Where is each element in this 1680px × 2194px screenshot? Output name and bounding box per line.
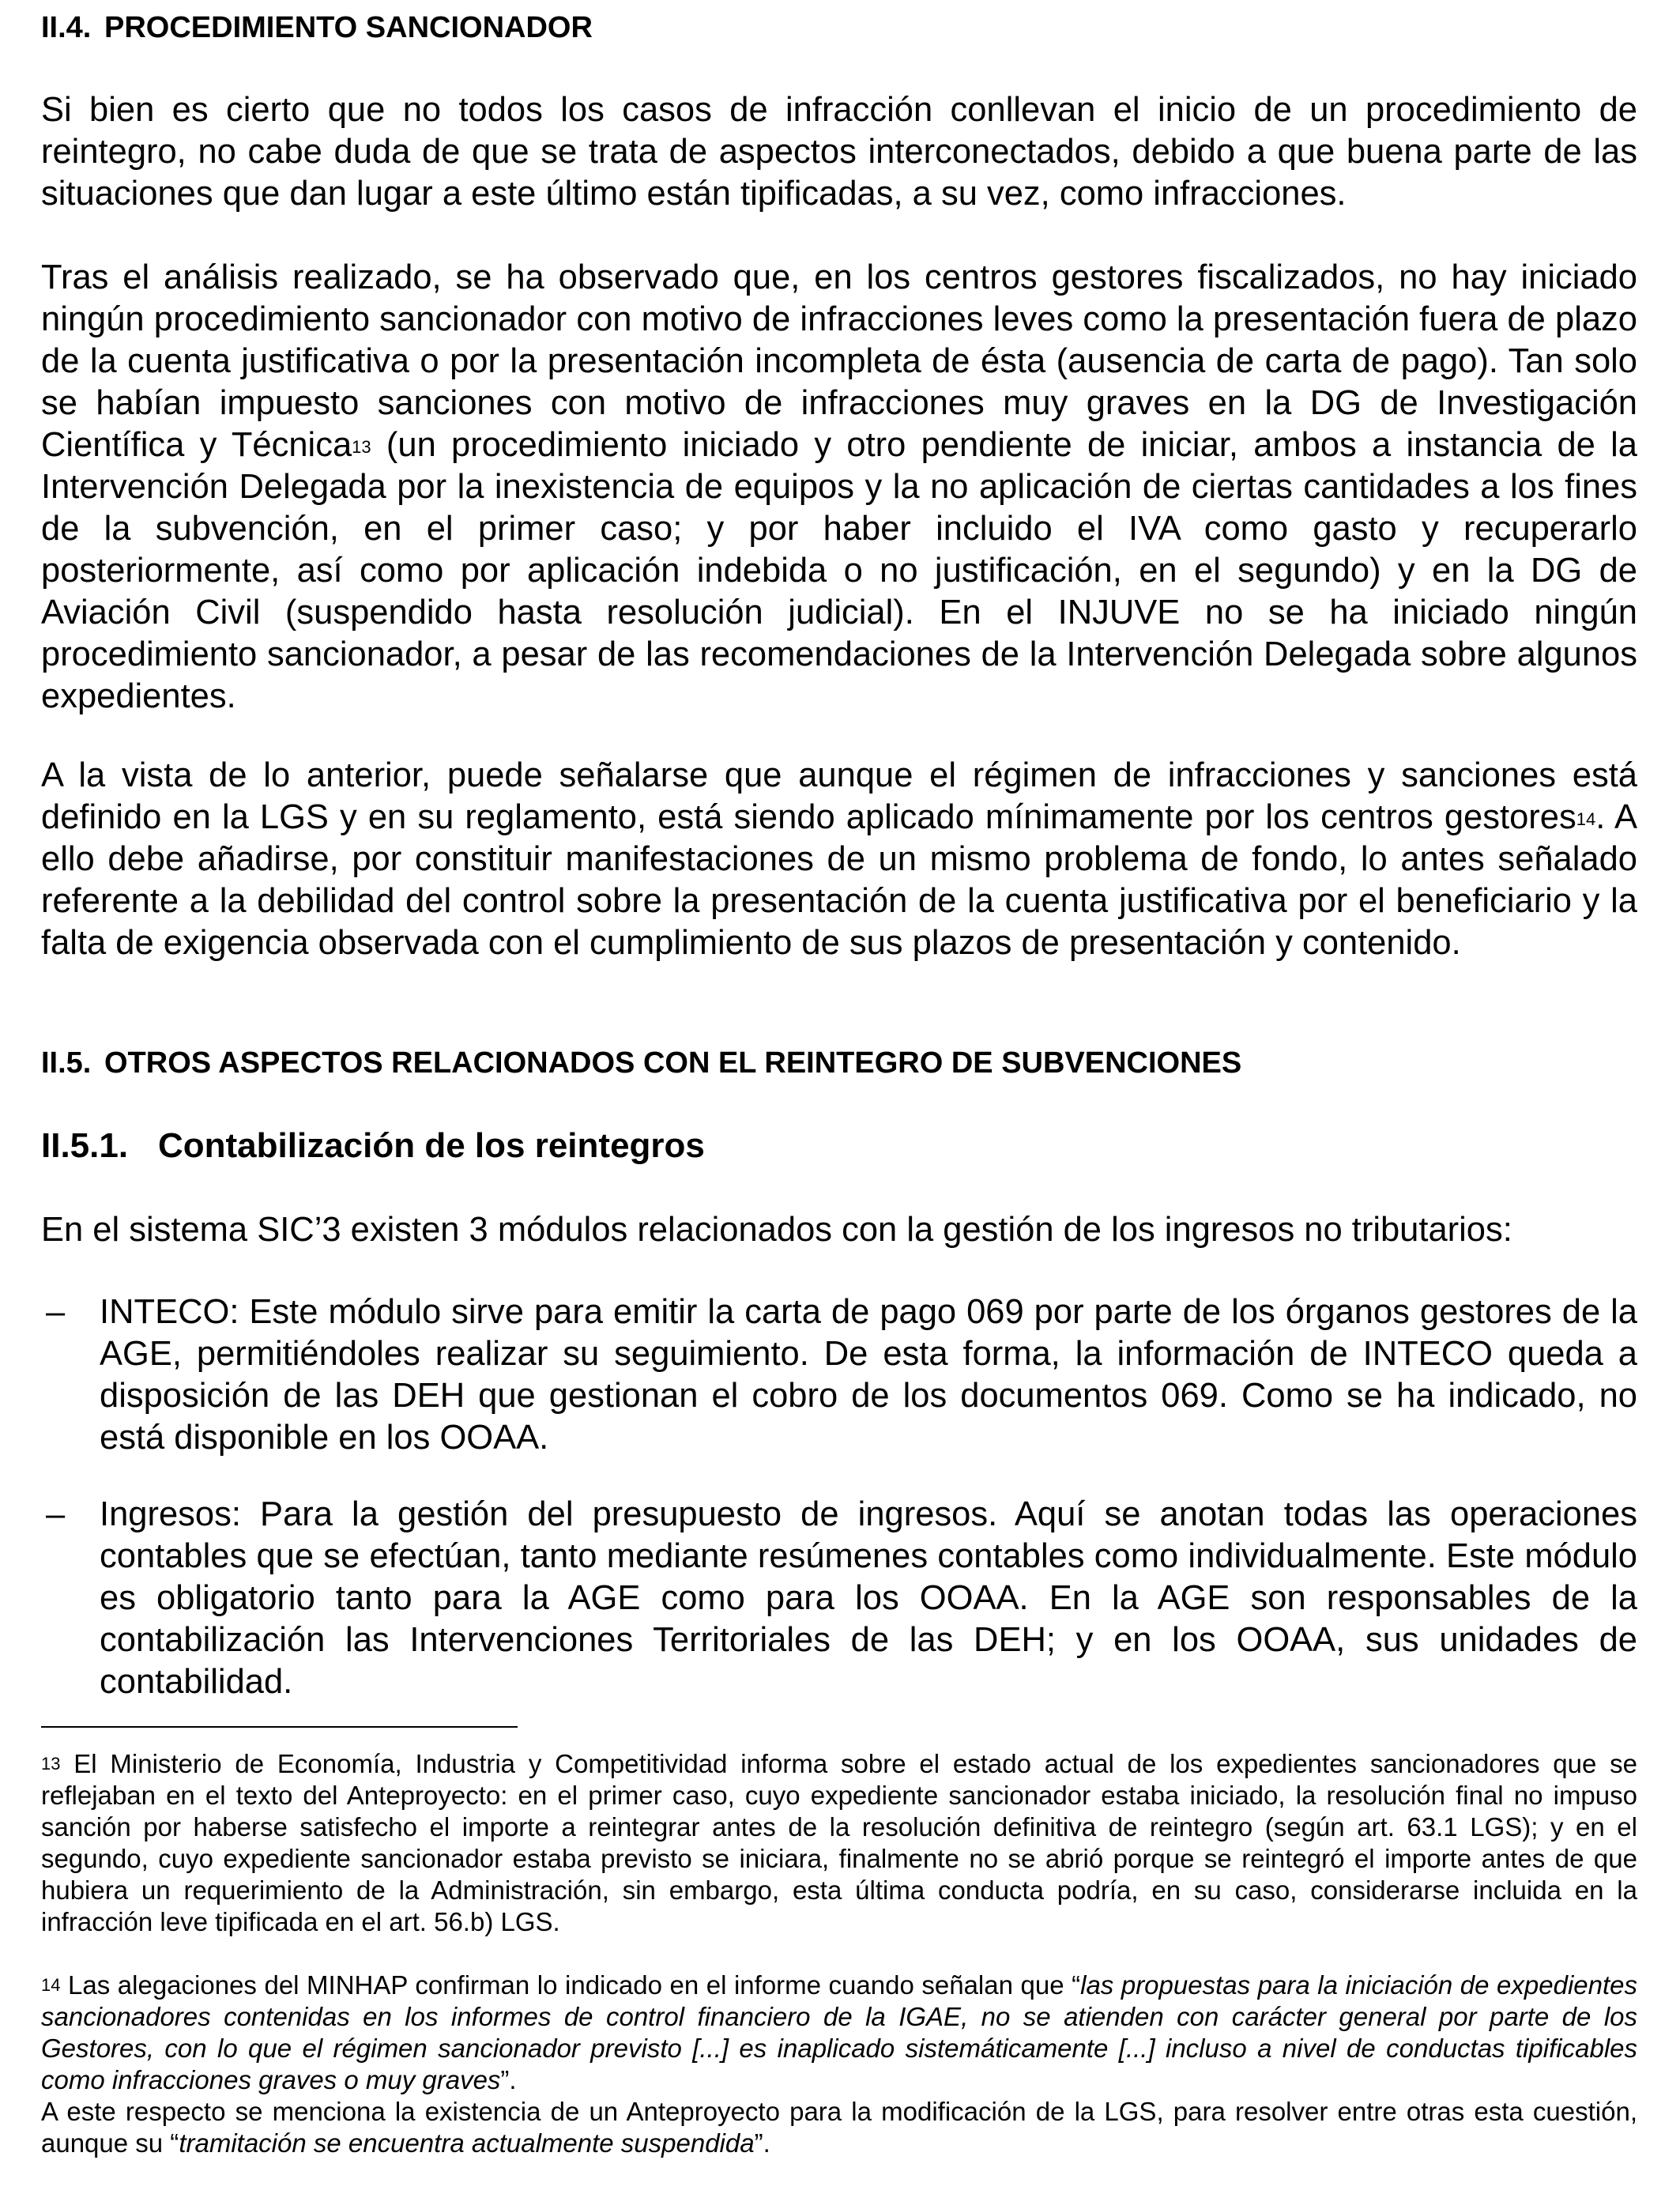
paragraph-2	[41, 257, 1637, 718]
footnote-text: El Ministerio de Economía, Industria y Competitividad informa sobre el estado actual de los expedientes sancionadores que se reflejaban en el texto del Anteproyecto: en el primer caso, cuyo expediente sancionador estaba iniciado, la resolución final no impuso sanción por haberse satisfecho el importe a reintegrar antes de la resolución definitiva de reintegro (según art. 63.1 LGS); y en el segundo, cuyo expediente sancionador estaba previsto se iniciara, finalmente no se abrió porque se reintegró el importe antes de que hubiera un requerimiento de la Administración, sin embargo, esta última conducta podría, en su caso, considerarse incluida en la infracción leve tipificada en el art. 56.b) LGS.	[41, 1749, 1637, 1936]
footnote-extra-tail: ”.	[754, 2128, 770, 2158]
paragraph-4: En el sistema SIC’3 existen 3 módulos relacionados con la gestión de los ingresos no tributarios:	[41, 1211, 1512, 1249]
subsection-title: Contabilización de los reintegros	[158, 1126, 705, 1165]
footnote-extra-lead: A este respecto se menciona la existencia de un Anteproyecto para la modificación de la LGS, para resolver entre otras esta cuestión, aunque su “	[41, 2097, 1637, 2158]
paragraph-2-text-b: (un procedimiento iniciado y otro pendiente de iniciar, ambos a instancia de la Intervención Delegada por la inexistencia de equipos y la no aplicación de ciertas cantidades a los fines de la subvención, en el primer caso; y por haber incluido el IVA como gasto y recuperarlo posteriormente, así como por aplicación indebida o no justificación, en el segundo) y en la DG de Aviación Civil (suspendido hasta resolución judicial). En el INJUVE no se ha iniciado ningún procedimiento sancionador, a pesar de las recomendaciones de la Intervención Delegada sobre algunos expedientes.	[41, 426, 1637, 715]
footnote-ref-14[interactable]: 14	[1576, 809, 1596, 829]
section-number: II.5.	[41, 1046, 92, 1080]
footnote-14	[41, 1970, 1637, 2159]
footnote-number: 14	[41, 1975, 61, 1995]
paragraph-2-text-a: Tras el análisis realizado, se ha observado que, en los centros gestores fiscalizados, no hay iniciado ningún procedimiento sancionador con motivo de infracciones leves como la presentación fuera de plazo de la cuenta justificativa o por la presentación incompleta de ésta (ausencia de carta de pago). Tan solo se habían impuesto sanciones con motivo de infracciones muy graves en la DG de Investigación Científica y Técnica	[41, 258, 1637, 464]
footnote-number: 13	[41, 1754, 61, 1774]
section-number: II.4.	[41, 11, 92, 44]
footnote-quote: las propuestas para la iniciación de expedientes sancionadores contenidas en los informes de control financiero de la IGAE, no se atienden con carácter general por parte de los Gestores, con lo que el régimen sancionador previsto [...] es inaplicado sistemáticamente [...] incluso a nivel de conductas tipificables como infracciones graves o muy graves	[41, 1970, 1637, 2094]
dash-bullet-icon: –	[46, 1293, 66, 1331]
section-title: OTROS ASPECTOS RELACIONADOS CON EL REINTEGRO DE SUBVENCIONES	[104, 1046, 1242, 1080]
paragraph-3-text-a: A la vista de lo anterior, puede señalarse que aunque el régimen de infracciones y sanciones está definido en la LGS y en su reglamento, está siendo aplicado mínimamente por los centros gestores	[41, 756, 1637, 836]
footnote-separator	[41, 1726, 518, 1728]
footnote-13	[41, 1748, 1637, 1938]
list-item-text: Ingresos: Para la gestión del presupuesto de ingresos. Aquí se anotan todas las operaciones contables que se efectúan, tanto mediante resúmenes contables como individualmente. Este módulo es obligatorio tanto para la AGE como para los OOAA. En la AGE son responsables de la contabilización las Intervenciones Territoriales de las DEH; y en los OOAA, sus unidades de contabilidad.	[100, 1495, 1637, 1701]
subsection-heading-ii51	[41, 1125, 705, 1167]
footnote-extra-quote: tramitación se encuentra actualmente suspendida	[179, 2128, 755, 2158]
subsection-number: II.5.1.	[41, 1126, 129, 1165]
paragraph-1: Si bien es cierto que no todos los casos de infracción conllevan el inicio de un procedimiento de reintegro, no cabe duda de que se trata de aspectos interconectados, debido a que buena parte de las situaciones que dan lugar a este último están tipificadas, a su vez, como infracciones.	[41, 91, 1637, 213]
footnote-text-tail: ”.	[500, 2065, 517, 2094]
section-heading-ii4	[41, 9, 593, 46]
footnote-text-lead: Las alegaciones del MINHAP confirman lo indicado en el informe cuando señalan que “	[60, 1970, 1081, 2000]
footnote-ref-13[interactable]: 13	[352, 437, 371, 457]
section-title: PROCEDIMIENTO SANCIONADOR	[104, 11, 593, 44]
paragraph-3-text-b: . A ello debe añadirse, por constituir manifestaciones de un mismo problema de fondo, lo antes señalado referente a la debilidad del control sobre la presentación de la cuenta justificativa por el beneficiario y la falta de exigencia observada con el cumplimiento de sus plazos de presentación y contenido.	[41, 798, 1637, 962]
list-item-text: INTECO: Este módulo sirve para emitir la carta de pago 069 por parte de los órganos gestores de la AGE, permitiéndoles realizar su seguimiento. De esta forma, la información de INTECO queda a disposición de las DEH que gestionan el cobro de los documentos 069. Como se ha indicado, no está disponible en los OOAA.	[100, 1293, 1637, 1457]
paragraph-3	[41, 755, 1637, 964]
section-heading-ii5	[41, 1045, 1241, 1081]
dash-bullet-icon: –	[46, 1495, 66, 1533]
